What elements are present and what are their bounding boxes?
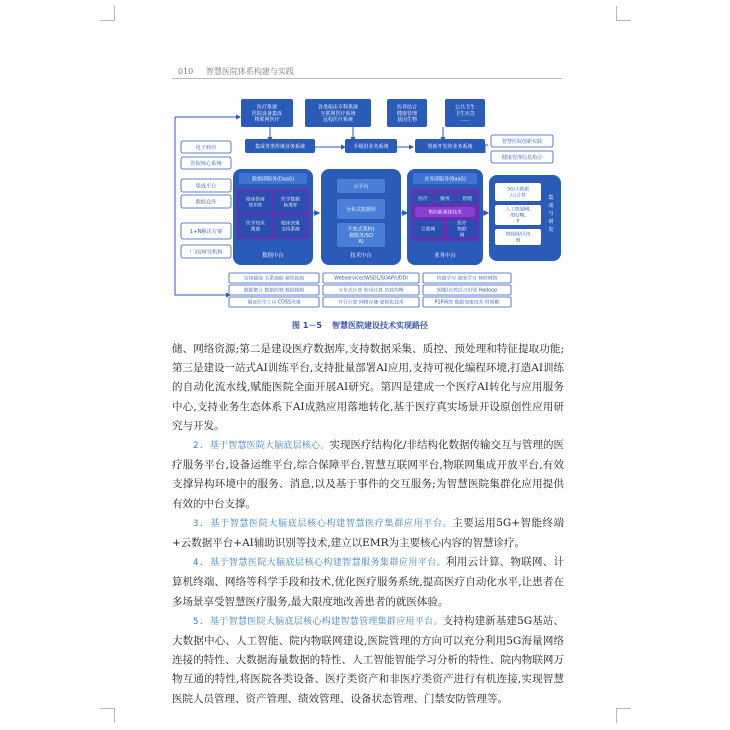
box-label: 医疗系统 bbox=[256, 104, 278, 111]
box-label: 卫生应急 bbox=[454, 110, 476, 117]
box-label: /云计算 bbox=[510, 193, 526, 199]
platform-side-label: 研 bbox=[548, 219, 554, 225]
box-label: 实体抽取 关系抽取 属性抽取 bbox=[243, 276, 305, 282]
paragraph-text: 支持构建新基建5G基站、大数据中心、人工智能、院内物联网建设,医院管理的方向可以充分利用5G海量网络连接的特性、大数据海量数据的特性、人工智能智能学习分析的特性、院内物联网万物互通的特性,将医院各类设备、医疗类资产和非医疗类资产进行有机连接,实现智慧医院人员管理、资产管理、绩效管理、设备状态管理、门禁安防管理等。 bbox=[172, 614, 564, 705]
box-label: 电子病历 bbox=[195, 144, 217, 151]
architecture-diagram bbox=[165, 95, 565, 313]
platform-cell bbox=[239, 215, 272, 237]
body-text bbox=[172, 340, 564, 709]
box-label: Webservice//WSDL/SOAP/UDDI bbox=[334, 276, 408, 282]
box-label: 图谱 bbox=[250, 227, 261, 233]
paragraph-2 bbox=[172, 436, 564, 514]
ai-platform bbox=[489, 175, 561, 261]
box-label: 开放式架构( bbox=[347, 226, 375, 233]
paragraph-3 bbox=[172, 514, 564, 553]
box-label: 5G/大数据 bbox=[507, 187, 529, 193]
tech-stack-box bbox=[423, 297, 511, 307]
box-label: 互联网 bbox=[420, 227, 436, 233]
service-row-box bbox=[245, 139, 315, 153]
box-label: 机器学习 深度学习 神经网络 bbox=[436, 276, 498, 282]
box-label: 厂商/研究机构 bbox=[189, 249, 223, 256]
business-platform bbox=[407, 169, 483, 265]
box-label: 互联网医疗系统 bbox=[320, 110, 356, 117]
figure-number: 图 1－5 bbox=[292, 321, 322, 330]
paragraph-text: 实现医疗结构化/非结构化数据传输交互与管理的医疗服务平台,设备运维平台,综合保障平台,智慧互联网平台,物联网集成开放平台,有效支撑异构环境中的服务、消息,以及基于事件的交互服务;为智慧医院集群化应用提供有效的中台支撑。 bbox=[172, 439, 565, 510]
top-system-box bbox=[241, 99, 293, 127]
platform-side-label: 成 bbox=[548, 203, 554, 209]
platform-cell bbox=[435, 193, 455, 204]
running-header bbox=[178, 66, 294, 77]
paragraph-heading: 4. 基于智慧医院大脑底层核心构建智慧服务集群应用平台。 bbox=[193, 558, 447, 569]
box-label: 数据仓库 bbox=[195, 199, 217, 206]
platform-cell bbox=[447, 220, 477, 239]
platform-side-label: 与 bbox=[548, 211, 554, 217]
tech-stack-box bbox=[229, 285, 319, 295]
box-label: 云平台 bbox=[353, 183, 369, 190]
box-label: 管理 bbox=[462, 197, 472, 203]
box-label: 临床决策 bbox=[281, 221, 300, 227]
book-title: 智慧医院体系构建与实践 bbox=[205, 67, 294, 76]
left-column-box bbox=[181, 179, 231, 192]
left-column-box bbox=[181, 245, 231, 258]
platform-cell bbox=[239, 191, 272, 213]
right-top-box bbox=[491, 135, 553, 147]
crop-mark-bottom-right bbox=[616, 708, 631, 723]
box-label: 远程医疗系统 bbox=[322, 117, 354, 124]
paragraph-4 bbox=[172, 553, 564, 612]
box-label: 升级旧业务系统 bbox=[353, 143, 389, 150]
paragraph-heading: 2. 基于智慧医院大脑底层核心。 bbox=[193, 441, 330, 452]
box-label: /DL/NL bbox=[510, 213, 526, 219]
box-label: 智慧医院创新实践 bbox=[501, 138, 543, 145]
box-label: 数据即服务(DaaS) bbox=[251, 176, 295, 183]
box-label: 分布式数据库 bbox=[345, 206, 377, 213]
box-label: 健康管理信息指引 bbox=[501, 154, 543, 161]
box-label: 网 bbox=[459, 233, 465, 239]
service-row-box bbox=[415, 139, 485, 153]
box-label: 医疗 bbox=[418, 197, 428, 203]
paragraph-text: 储、网络资源;第二是建设医疗数据库,支持数据采集、质控、预处理和特征提取功能;第三是建设一站式AI训练平台,支持批量部署AI应用,支持可视化编程环境,打造AI训练的自动化流水线,赋能医院全面开展AI研究。第四是建成一个医疗AI转化与应用服务中心,支持业务生态体系下AI成熟应用落地转化,基于医疗真实场景开设原创性应用研究与开发。 bbox=[172, 343, 564, 432]
box-label: 循证医学工具 CDSS决策 bbox=[247, 300, 301, 306]
platform-side-label: 发 bbox=[548, 227, 554, 233]
box-label: 图像/自然语言识别 Hadoop bbox=[436, 288, 498, 294]
box-label: 物联网/区块 bbox=[505, 232, 531, 238]
platform-cell bbox=[457, 193, 477, 204]
figure-caption bbox=[0, 320, 730, 331]
service-row-box bbox=[345, 139, 397, 153]
box-label: 业务即服务(BaaS) bbox=[424, 176, 466, 183]
box-label: 数据聚合 数据控制 数据模拟 bbox=[243, 288, 305, 294]
platform-label: 业务中台 bbox=[434, 253, 456, 259]
right-top-box bbox=[491, 151, 553, 163]
left-column-box bbox=[181, 223, 231, 239]
box-label: 微服务/SO bbox=[349, 232, 373, 239]
platform-cell bbox=[337, 179, 385, 193]
figure-title: 智慧医院建设技术实现路径 bbox=[331, 321, 428, 330]
box-label: 1+N解决方案 bbox=[189, 228, 223, 235]
box-label: 知识库 bbox=[248, 203, 263, 209]
tech-platform bbox=[321, 169, 401, 265]
box-label: 标准库 bbox=[283, 203, 298, 209]
crop-mark-top-left bbox=[100, 6, 115, 21]
platform-cell bbox=[274, 215, 307, 237]
box-label: 医学知识 bbox=[246, 221, 265, 227]
box-label: 人工智能ML bbox=[505, 207, 531, 213]
tech-stack-box bbox=[423, 273, 511, 283]
box-label: P bbox=[516, 219, 520, 225]
left-column-box bbox=[181, 141, 231, 153]
platform-title bbox=[239, 173, 307, 184]
tech-stack-box bbox=[323, 297, 419, 307]
crop-mark-top-right bbox=[616, 6, 631, 21]
box-label: 临床指南 bbox=[246, 197, 265, 203]
paragraph-heading: 5. 基于智慧医院大脑底层核心构建智慧管理集群应用平台。 bbox=[193, 616, 443, 627]
box-label: P2P网络 数据加密技术 时间戳 bbox=[434, 300, 500, 306]
platform-cell bbox=[413, 193, 433, 204]
tech-stack-box bbox=[323, 273, 419, 283]
box-label: 公共卫生 bbox=[454, 104, 476, 111]
left-column-box bbox=[181, 157, 231, 169]
box-label: …… bbox=[460, 117, 470, 124]
platform-cell bbox=[274, 191, 307, 213]
box-label: 健康管理 bbox=[396, 110, 418, 117]
platform-cell bbox=[415, 207, 475, 217]
tech-stack-box bbox=[423, 285, 511, 295]
tech-stack-box bbox=[323, 285, 419, 295]
paragraph-1 bbox=[172, 340, 564, 436]
platform-title bbox=[413, 173, 477, 184]
box-label: A) bbox=[358, 239, 364, 246]
paragraph-5 bbox=[172, 612, 564, 709]
box-label: 医学数据 bbox=[281, 197, 300, 203]
tech-stack-box bbox=[229, 297, 319, 307]
box-label: 支持系统 bbox=[281, 227, 300, 233]
page-number: 010 bbox=[178, 67, 194, 76]
paragraph-text: 利用云计算、物联网、计算机终端、网络等科学手段和技术,优化医疗服务系统,提高医疗自动化水平,让患者在多场景享受智慧医疗服务,最大限度地改善患者的就医体验。 bbox=[172, 556, 565, 608]
platform-label: 数据中台 bbox=[262, 253, 284, 259]
platform-cell bbox=[413, 220, 443, 238]
box-label: 并行计算 网格存储 虚拟化技术 bbox=[338, 300, 404, 306]
box-label: 集成各类传统业务系统 bbox=[254, 143, 306, 150]
platform-label: 技术中台 bbox=[350, 253, 372, 259]
header-rule bbox=[172, 78, 562, 79]
top-system-box bbox=[445, 99, 485, 127]
box-label: 分布式计算 软用计算 负载均衡 bbox=[338, 288, 404, 294]
top-system-box bbox=[387, 99, 427, 127]
box-label: 链 bbox=[515, 238, 521, 244]
box-label: 医院设备集成 bbox=[251, 110, 283, 117]
platform-cell bbox=[495, 229, 541, 245]
box-label: 医院核心系统 bbox=[190, 160, 222, 167]
box-label: 创新开发的业务系统 bbox=[427, 143, 473, 150]
paragraph-heading: 3. 基于智慧医院大脑底层核心构建智慧医疗集群应用平台。 bbox=[193, 518, 453, 529]
box-label: 物联 bbox=[457, 227, 467, 233]
box-label: 医养结合 bbox=[396, 104, 418, 111]
box-label: 集成平台 bbox=[195, 183, 217, 190]
box-label: 医疗 bbox=[457, 221, 467, 227]
data-platform bbox=[233, 169, 313, 265]
paragraph-text: 主要运用5G+智能终端+云数据平台+AI辅助识别等技术,建立以EMR为主要核心内容的智慧诊疗。 bbox=[172, 516, 564, 550]
top-system-box bbox=[305, 99, 371, 127]
box-label: 基因生物 bbox=[396, 117, 418, 124]
platform-cell bbox=[495, 183, 541, 201]
box-label: 服务 bbox=[440, 197, 450, 203]
box-label: 集约新基建技术 bbox=[428, 210, 462, 216]
platform-cell bbox=[337, 223, 385, 247]
tech-stack-box bbox=[229, 273, 319, 283]
platform-cell bbox=[495, 205, 541, 225]
box-label: 各类临床专科系统 bbox=[317, 104, 359, 111]
platform-side-label: 集 bbox=[548, 195, 554, 201]
crop-mark-bottom-left bbox=[100, 708, 115, 723]
left-column-box bbox=[181, 195, 231, 208]
box-label: 物联网医疗 bbox=[254, 117, 280, 124]
platform-cell bbox=[337, 199, 385, 219]
connector-line bbox=[485, 145, 488, 153]
